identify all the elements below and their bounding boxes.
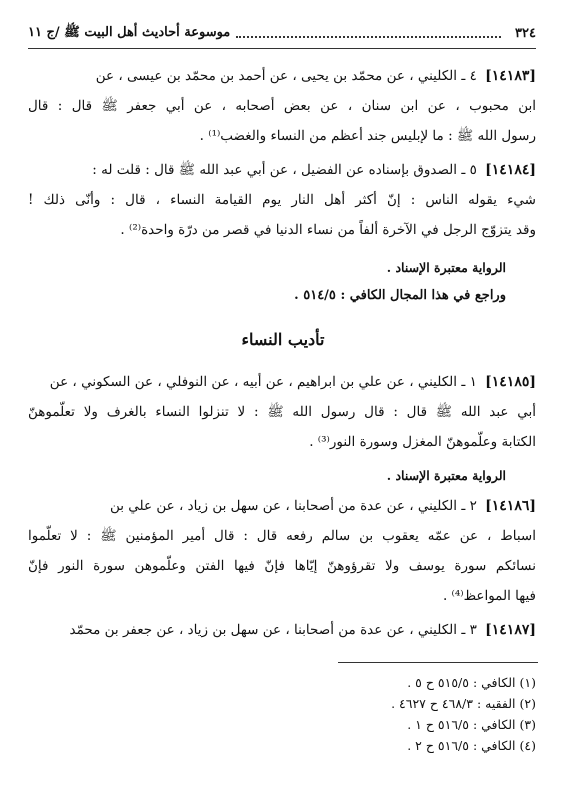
hadith-text: ٤ ـ الكليني ، عن محمّد بن يحيى ، عن أحمد بن محمّد بن عيسى ، عن (95, 68, 477, 84)
entry-14183-line-1 (28, 66, 536, 86)
hadith-text: رسول الله ﷺ : ما لإبليس جند أعظم من النساء والغضب⁽¹⁾ . (199, 128, 536, 144)
hadith-text: أبي عبد الله ﷺ قال : قال رسول الله ﷺ : لا تنزلوا النساء بالغرف ولا تعلّموهنّ (28, 404, 536, 420)
hadith-text: اسباط ، عن عمّه يعقوب بن سالم رفعه قال : قال أمير المؤمنين ﷺ : لا تعلّموا (28, 528, 536, 544)
entry-number: [١٤١٨٥] (485, 374, 536, 390)
entry-14184-line-1 (28, 160, 536, 180)
reference-note: وراجع في هذا المجال الكافي : ٥١٤/٥ . (294, 288, 506, 303)
book-title: موسوعة أحاديث أهل البيت ﷺ /ج ١١ (28, 24, 231, 40)
footnote-divider (338, 662, 538, 663)
chain-note: الرواية معتبرة الإسناد . (386, 260, 506, 275)
hadith-text: وقد يتزوّج الرجل في الآخرة ألفاً من نساء الدنيا في قصر من درّة واحدة⁽²⁾ . (120, 222, 536, 238)
entry-14187-line-1 (28, 620, 536, 640)
header-dot-leader (236, 28, 501, 38)
entry-number: [١٤١٨٣] (485, 68, 536, 84)
entry-number: [١٤١٨٧] (485, 622, 536, 638)
entry-number: [١٤١٨٤] (485, 162, 536, 178)
entry-14186-line-1 (28, 496, 536, 516)
page-number: ٣٢٤ (515, 25, 536, 41)
hadith-text: ابن محبوب ، عن ابن سنان ، عن بعض أصحابه ، عن أبي جعفر ﷺ قال : قال (28, 98, 536, 114)
footnote: (٢) الفقيه : ٤٦٨/٣ ح ٤٦٢٧ . (391, 696, 536, 711)
page-header (28, 22, 536, 49)
chain-note: الرواية معتبرة الإسناد . (386, 468, 506, 483)
footnote: (١) الكافي : ٥١٥/٥ ح ٥ . (407, 675, 536, 690)
hadith-text: ٥ ـ الصدوق بإسناده عن الفضيل ، عن أبي عبد الله ﷺ قال : قلت له : (92, 162, 477, 178)
footnote: (٣) الكافي : ٥١٦/٥ ح ١ . (407, 717, 536, 732)
hadith-text: نسائكم سورة يوسف ولا تقرؤوهنّ إيّاها فإنّ فيها الفتن وعلّموهن سورة النور فإنّ (28, 558, 536, 574)
entry-number: [١٤١٨٦] (485, 498, 536, 514)
hadith-text: الكتابة وعلّموهنّ المغزل وسورة النور⁽³⁾ . (309, 434, 536, 450)
section-title: تأديب النساء (241, 330, 325, 349)
footnote: (٤) الكافي : ٥١٦/٥ ح ٢ . (407, 738, 536, 753)
hadith-text: ١ ـ الكليني ، عن علي بن ابراهيم ، عن أبيه ، عن النوفلي ، عن السكوني ، عن (49, 374, 477, 390)
hadith-text: شيء يقوله الناس : إنّ أكثر أهل النار يوم القيامة النساء ، قال : وأنّى ذلك ! (28, 192, 536, 208)
hadith-text: ٢ ـ الكليني ، عن عدة من أصحابنا ، عن سهل بن زياد ، عن علي بن (109, 498, 477, 514)
hadith-text: ٣ ـ الكليني ، عن عدة من أصحابنا ، عن سهل بن زياد ، عن جعفر بن محمّد (69, 622, 477, 638)
entry-14185-line-1 (28, 372, 536, 392)
hadith-text: فيها المواعظ⁽⁴⁾ . (442, 588, 536, 604)
